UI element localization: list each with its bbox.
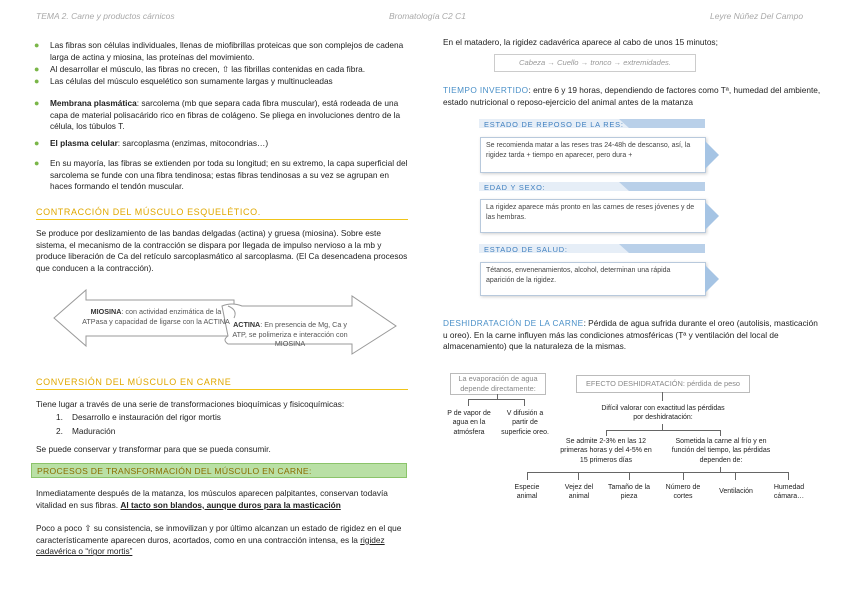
header-center: Bromatología C2 C1 bbox=[389, 11, 467, 21]
factor-item: Vejez del animal bbox=[564, 484, 594, 501]
factor-item: Tamaño de la pieza bbox=[607, 484, 651, 501]
efecto-box: EFECTO DESHIDRATACIÓN: pérdida de peso bbox=[576, 375, 750, 393]
procesos-p2 bbox=[36, 523, 408, 558]
plasma-text: : sarcoplasma (enzimas, mitocondrias…) bbox=[117, 138, 269, 148]
procesos-p1-bold: Al tacto son blandos, aunque duros para la masticación bbox=[120, 499, 341, 510]
evap-child: V difusión a partir de superficie oreo. bbox=[501, 410, 549, 436]
chevron-right-icon bbox=[705, 265, 719, 293]
factor-item: Ventilación bbox=[719, 488, 753, 495]
tiempo-text: : entre 6 y 19 horas, dependiendo de factores como Tª, humedad del ambiente, estado nutricional o reposo-ejercicio del animal antes de la matanza bbox=[443, 85, 821, 107]
procesos-p1 bbox=[36, 488, 408, 511]
factor-card: Tétanos, envenenamientos, alcohol, determinan una rápida aparición de la rigidez. bbox=[480, 262, 706, 296]
miosina-term: MIOSINA bbox=[90, 307, 122, 316]
conversion-outro: Se puede conservar y transformar para que se pueda consumir. bbox=[36, 444, 271, 454]
procesos-p1-text: Inmediatamente después de la matanza, los músculos aparecen palpitantes, conservan todavía vitalidad en sus fibras. bbox=[36, 488, 388, 510]
bullet-text: Las células del músculo esquelético son sumamente largas y multinucleadas bbox=[50, 76, 333, 86]
bullet-icon: ● bbox=[34, 138, 40, 148]
miosina-text: : con actividad enzimática de la ATPasa y capacidad de ligarse con la ACTINA bbox=[82, 307, 230, 326]
deshidratacion-text: : Pérdida de agua sufrida durante el oreo (autolisis, masticación u oreo). En la carne influyen más las condiciones atmosféricas (Tª y ventilación del local de almacenamiento) que la naturaleza de la mismas. bbox=[443, 318, 818, 352]
deshidratacion-label: DESHIDRATACIÓN DE LA CARNE bbox=[443, 318, 584, 328]
step-number: 1. bbox=[56, 412, 63, 422]
contraccion-title: CONTRACCIÓN DEL MÚSCULO ESQUELÉTICO. bbox=[36, 207, 408, 220]
procesos-p2-text: Poco a poco ⇧ su consistencia, se inmovilizan y por último alcanzan un estado de rigidez en el que característicamente aparecen duros, acortados, como en una contracción intensa, es la bbox=[36, 523, 402, 545]
membrana-term: Membrana plasmática bbox=[50, 98, 137, 108]
factor-label: ESTADO DE SALUD: bbox=[484, 245, 568, 254]
bullet-icon: ● bbox=[34, 64, 40, 74]
conversion-step: Maduración bbox=[72, 426, 116, 436]
contraccion-text: Se produce por deslizamiento de las bandas delgadas (actina) y gruesa (miosina). Sobre este sistema, el mecanismo de la contracción se dispara por llegada de impulso nervioso a la mb y produce liberación de Ca del retículo sarcoplasmático al sarcoplasma. (El Ca desencadena procesos que conducen a la contracción). bbox=[36, 228, 408, 273]
procesos-p2-underline: rigidez cadavérica o “rigor mortis” bbox=[36, 534, 385, 557]
conversion-step: Desarrollo e instauración del rigor mortis bbox=[72, 412, 221, 422]
header-right: Leyre Núñez Del Campo bbox=[710, 11, 804, 21]
chevron-right-icon bbox=[705, 202, 719, 230]
factor-item: Especie animal bbox=[514, 484, 540, 501]
membrana-text: : sarcolema (mb que separa cada fibra muscular), está rodeada de una capa de material polisacárido rico en fibras de colágeno. Se pliega en involuciones dentro de la célula, los túbulos T. bbox=[50, 98, 401, 132]
bullet-icon: ● bbox=[34, 158, 40, 168]
efecto-child: Difícil valorar con exactitud las pérdidas por deshidratación: bbox=[601, 405, 725, 422]
header-left: TEMA 2. Carne y productos cárnicos bbox=[36, 11, 175, 21]
procesos-title: PROCESOS DE TRANSFORMACIÓN DEL MÚSCULO EN CARNE: bbox=[31, 463, 407, 478]
evap-child: P de vapor de agua en la atmósfera bbox=[447, 410, 491, 436]
efecto-grandchild: Se admite 2-3% en las 12 primeras horas y del 4-5% en 15 primeros días bbox=[560, 438, 652, 464]
actina-text: : En presencia de Mg, Ca y ATP, se polimeriza e interacción con MIOSINA bbox=[232, 320, 348, 349]
factor-item: Humedad cámara… bbox=[773, 484, 805, 501]
bullet-text: Al desarrollar el músculo, las fibras no crecen, ⇧ las fibrillas contenidas en cada fibra. bbox=[50, 64, 366, 74]
factor-label: ESTADO DE REPOSO DE LA RES: bbox=[484, 120, 624, 129]
actina-term: ACTINA bbox=[233, 320, 261, 329]
evaporation-box: La evaporación de agua depende directamente: bbox=[450, 373, 546, 395]
bullet-icon: ● bbox=[34, 40, 40, 50]
step-number: 2. bbox=[56, 426, 63, 436]
tiempo-paragraph bbox=[443, 85, 823, 108]
fibras-paragraph: En su mayoría, las fibras se extienden por toda su longitud; en su extremo, la capa superficial del sarcolema se funde con una fibra tendinosa; estas fibras tendinosas a su vez se agrupan en haces formando el tendón muscular. bbox=[50, 158, 408, 192]
factor-card: La rigidez aparece más pronto en las carnes de reses jóvenes y de las hembras. bbox=[480, 199, 706, 233]
factor-card: Se recomienda matar a las reses tras 24-48h de descanso, así, la rigidez tarda + tiempo en aparecer, pero dura + bbox=[480, 137, 706, 173]
matadero-text: En el matadero, la rigidez cadavérica aparece al cabo de unos 15 minutos; bbox=[443, 37, 718, 47]
membrana-paragraph bbox=[50, 98, 410, 133]
actina-label bbox=[226, 320, 354, 349]
miosina-label bbox=[80, 307, 232, 326]
chevron-right-icon bbox=[705, 141, 719, 169]
factor-item: Número de cortes bbox=[665, 484, 701, 501]
factor-label: EDAD Y SEXO: bbox=[484, 183, 546, 192]
conversion-intro: Tiene lugar a través de una serie de transformaciones bioquímicas y fisicoquímicas: bbox=[36, 399, 345, 409]
plasma-term: El plasma celular bbox=[50, 138, 118, 148]
plasma-paragraph bbox=[50, 138, 410, 150]
conversion-title: CONVERSIÓN DEL MÚSCULO EN CARNE bbox=[36, 377, 408, 390]
sequence-box: Cabeza → Cuello → tronco → extremidades. bbox=[494, 54, 696, 72]
bullet-icon: ● bbox=[34, 76, 40, 86]
tiempo-label: TIEMPO INVERTIDO bbox=[443, 85, 529, 95]
efecto-grandchild: Sometida la carne al frío y en función del tiempo, las pérdidas dependen de: bbox=[671, 438, 771, 464]
deshidratacion-paragraph bbox=[443, 318, 823, 353]
bullet-icon: ● bbox=[34, 98, 40, 108]
bullet-text: Las fibras son células individuales, llenas de miofibrillas proteicas que son complejos de cadena larga de actina y miosina, las proteínas del movimiento. bbox=[50, 40, 404, 62]
